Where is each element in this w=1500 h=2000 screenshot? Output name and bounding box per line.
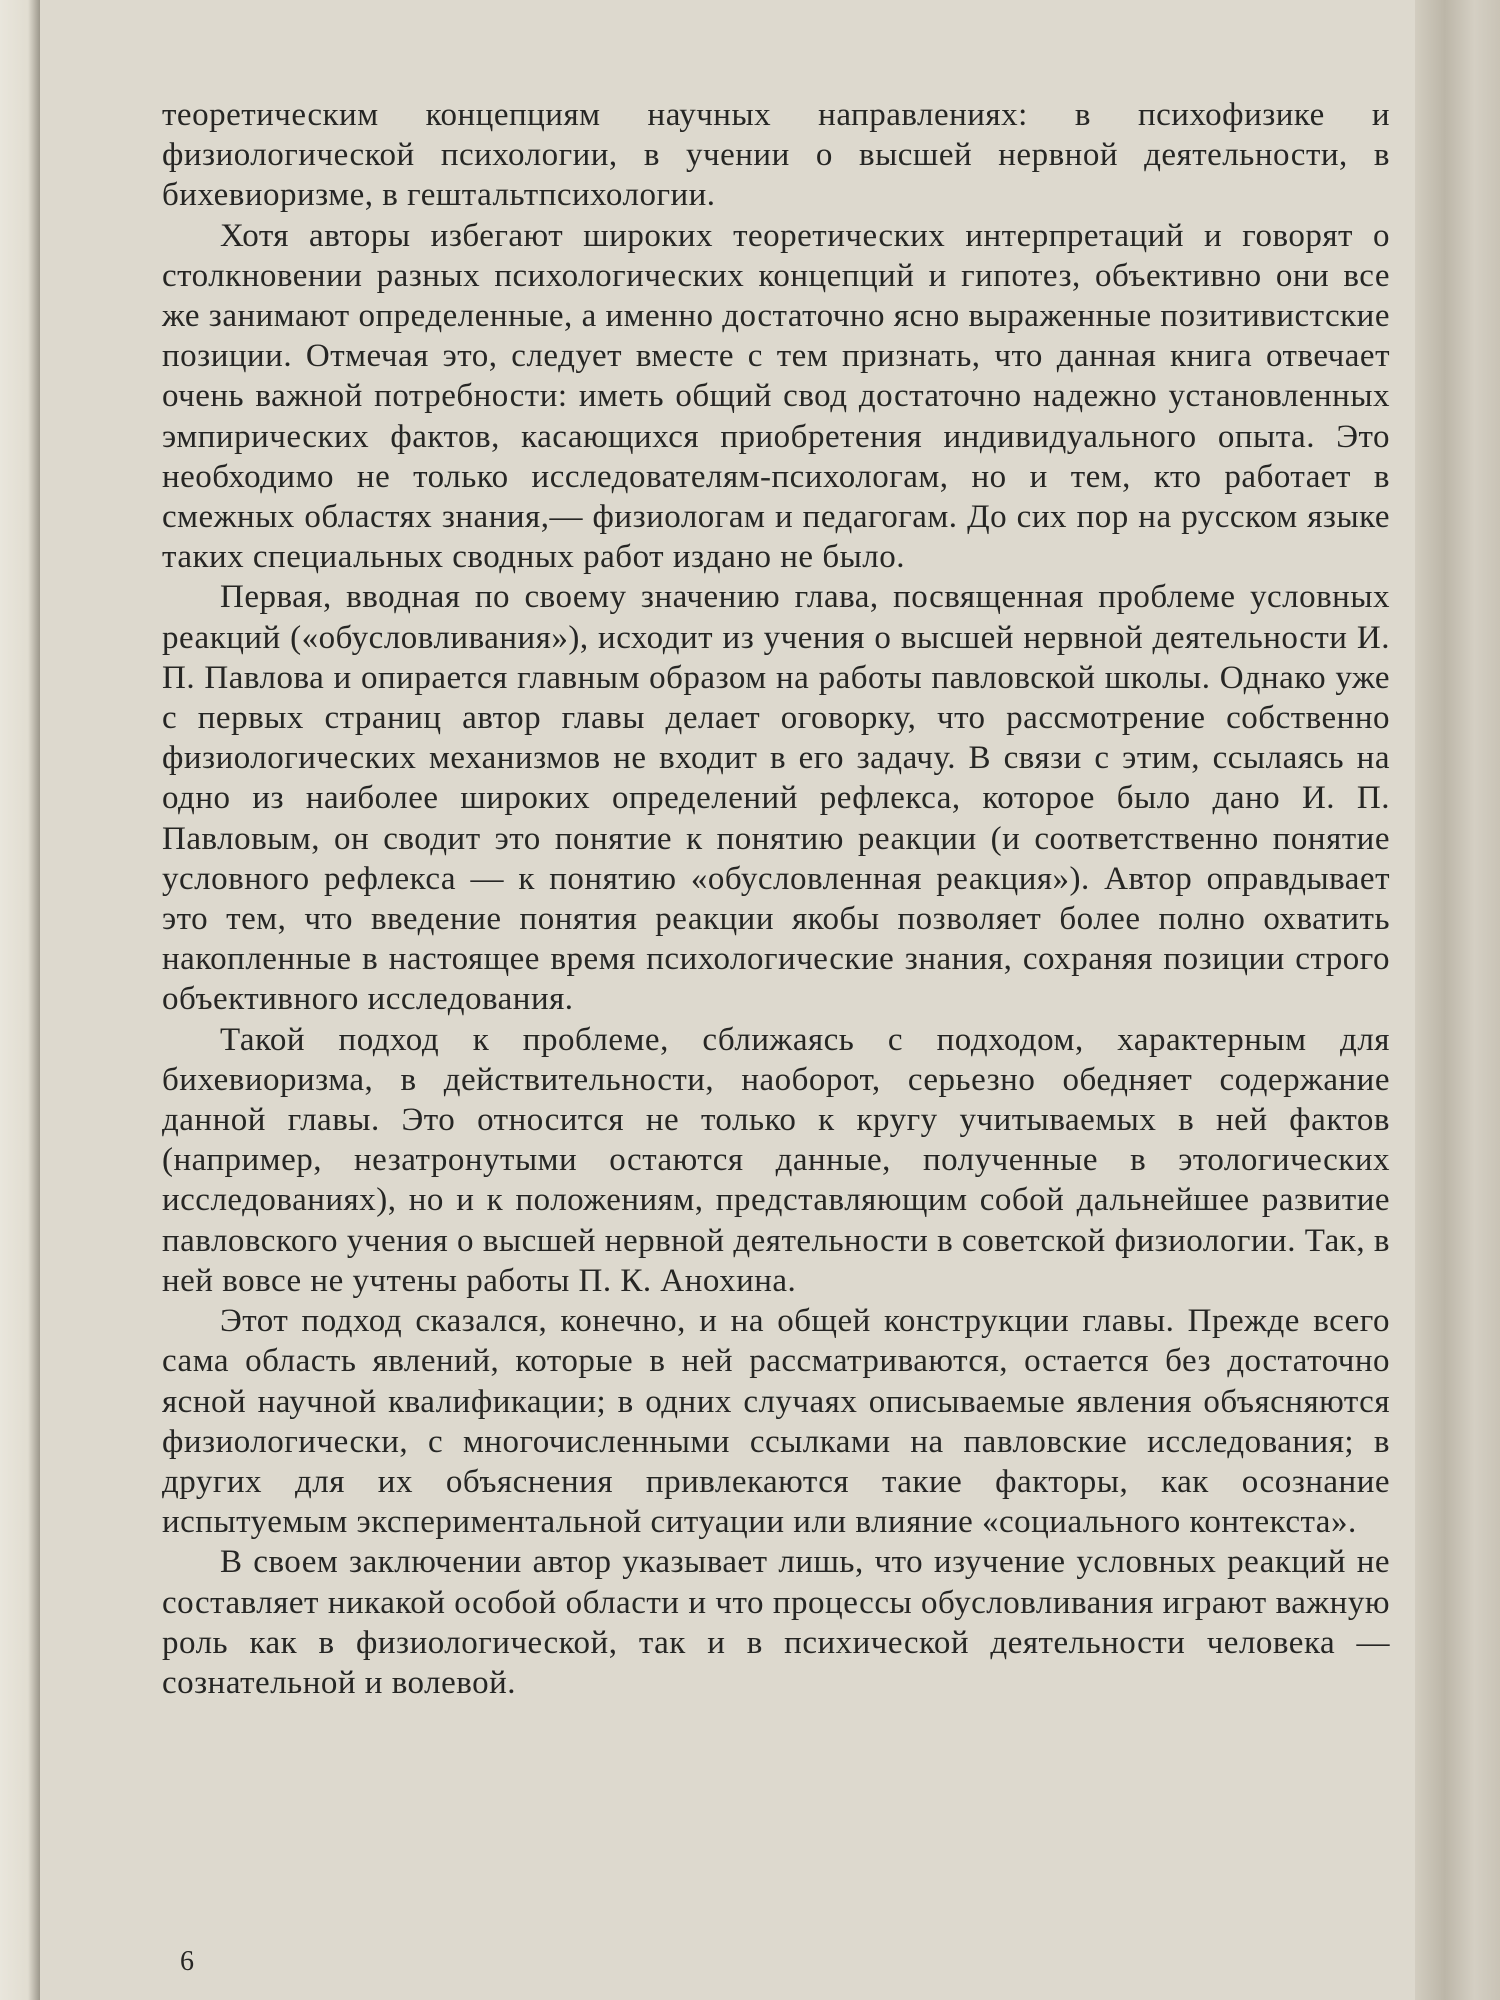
- paragraph-4: Такой подход к проблеме, сближаясь с подходом, характерным для бихевиоризма, в действительности, наоборот, серьезно обедняет содержание данной главы. Это относится не только к кругу учитываемых в ней фактов (например, незатронутыми остаются данные, полученные в этологических исследованиях), но и к положениям, представляющим собой дальнейшее развитие павловского учения о высшей нервной деятельности в советской физиологии. Так, в ней вовсе не учтены работы П. К. Анохина.: [162, 1021, 1390, 1299]
- body-text: [162, 95, 1390, 1703]
- paragraph-5: Этот подход сказался, конечно, и на общей конструкции главы. Прежде всего сама область явлений, которые в ней рассматриваются, остается без достаточно ясной научной квалификации; в одних случаях описываемые явления объясняются физиологически, с многочисленными ссылками на павловские исследования; в других для их объяснения привлекаются такие факторы, как осознание испытуемым экспериментальной ситуации или влияние «социального контекста».: [162, 1303, 1390, 1541]
- paragraph-6: В своем заключении автор указывает лишь, что изучение условных реакций не составляет никакой особой области и что процессы обусловливания играют важную роль как в физиологической, так и в психической деятельности человека — сознательной и волевой.: [162, 1544, 1390, 1701]
- paragraph-2: Хотя авторы избегают широких теоретических интерпретаций и говорят о столкновении разных психологических концепций и гипотез, объективно они все же занимают определенные, а именно достаточно ясно выраженные позитивистские позиции. Отмечая это, следует вместе с тем признать, что данная книга отвечает очень важной потребности: иметь общий свод достаточно надежно установленных эмпирических фактов, касающихся приобретения индивидуального опыта. Это необходимо не только исследователям-психологам, но и тем, кто работает в смежных областях знания,— физиологам и педагогам. До сих пор на русском языке таких специальных сводных работ издано не было.: [162, 217, 1390, 576]
- right-page-edge: [1415, 0, 1500, 2000]
- left-page-edge: [0, 0, 40, 2000]
- book-page: [40, 0, 1415, 2000]
- paragraph-1: теоретическим концепциям научных направлениях: в психофизике и физиологической психологии, в учении о высшей нервной деятельности, в бихевиоризме, в гештальтпсихологии.: [162, 97, 1390, 214]
- page-number: 6: [180, 1946, 194, 1977]
- paragraph-3: Первая, вводная по своему значению глава, посвященная проблеме условных реакций («обусловливания»), исходит из учения о высшей нервной деятельности И. П. Павлова и опирается главным образом на работы павловской школы. Однако уже с первых страниц автор главы делает оговорку, что рассмотрение собственно физиологических механизмов не входит в его задачу. В связи с этим, ссылаясь на одно из наиболее широких определений рефлекса, которое было дано И. П. Павловым, он сводит это понятие к понятию реакции (и соответственно понятие условного рефлекса — к понятию «обусловленная реакция»). Автор оправдывает это тем, что введение понятия реакции якобы позволяет более полно охватить накопленные в настоящее время психологические знания, сохраняя позиции строго объективного исследования.: [162, 579, 1390, 1018]
